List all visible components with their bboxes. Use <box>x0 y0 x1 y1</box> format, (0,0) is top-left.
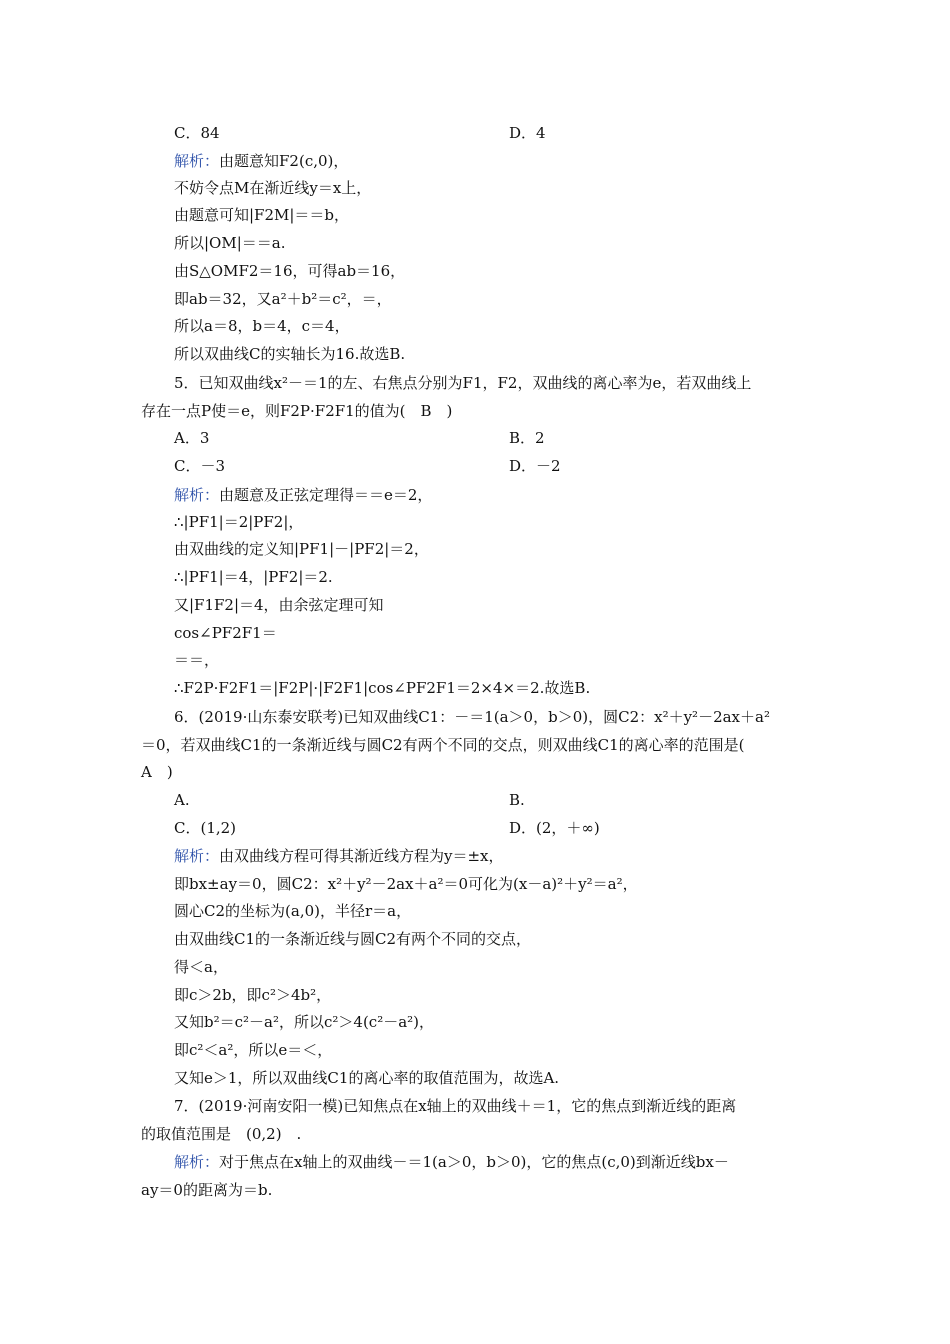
q5-solution-line-7: ＝＝， <box>174 651 220 669</box>
q4-option-d: D．4 <box>509 124 546 142</box>
q6-solution-line-8: 即c²＜a²，所以e＝＜， <box>174 1041 333 1059</box>
q6-solution-line-4: 由双曲线C1的一条渐近线与圆C2有两个不同的交点， <box>174 930 532 948</box>
q7-stem-line-2: 的取值范围是 (0,2) . <box>141 1125 302 1143</box>
q6-solution-line-6: 即c＞2b，即c²＞4b²， <box>174 986 332 1004</box>
q6-solution-line-2: 即bx±ay＝0，圆C2：x²＋y²－2ax＋a²＝0可化为(x－a)²＋y²＝a²， <box>174 875 638 893</box>
q6-option-b: B. <box>509 791 525 809</box>
solution-label: 解析： <box>174 152 220 170</box>
q5-option-b: B．2 <box>509 429 545 447</box>
q5-solution-line-5: 又|F1F2|＝4，由余弦定理可知 <box>174 596 384 614</box>
q4-solution-line-1: 解析：由题意知F2(c,0)， <box>174 152 349 170</box>
q5-solution-line-4: ∴|PF1|＝4，|PF2|＝2. <box>174 568 333 586</box>
q4-solution-line-6: 即ab＝32，又a²＋b²＝c²，＝， <box>174 290 392 308</box>
q4-solution-line-4: 所以|OM|＝＝a. <box>174 234 286 252</box>
q6-stem-line-2: ＝0，若双曲线C1的一条渐近线与圆C2有两个不同的交点，则双曲线C1的离心率的范围是( <box>141 736 745 754</box>
q5-option-a: A．3 <box>174 429 210 447</box>
q6-solution-line-9: 又知e＞1，所以双曲线C1的离心率的取值范围为，故选A. <box>174 1069 560 1087</box>
q6-option-d: D．(2，＋∞) <box>509 819 600 837</box>
q7-solution-line-1: 解析：对于焦点在x轴上的双曲线－＝1(a＞0，b＞0)，它的焦点(c,0)到渐近线bx－ <box>174 1153 729 1171</box>
q7-stem-line-1: 7．(2019·河南安阳一模)已知焦点在x轴上的双曲线＋＝1，它的焦点到渐近线的距离 <box>174 1097 737 1115</box>
solution-label: 解析： <box>174 1153 220 1171</box>
q4-solution-line-8: 所以双曲线C的实轴长为16.故选B. <box>174 345 406 363</box>
q5-solution-line-6: cos∠PF2F1＝ <box>174 624 277 642</box>
q5-option-c: C．－3 <box>174 457 226 475</box>
q5-solution-line-2: ∴|PF1|＝2|PF2|， <box>174 513 304 531</box>
q6-solution-line-3: 圆心C2的坐标为(a,0)，半径r＝a， <box>174 902 412 920</box>
q6-solution-line-7: 又知b²＝c²－a²，所以c²＞4(c²－a²)， <box>174 1013 435 1031</box>
q5-option-d: D．－2 <box>509 457 561 475</box>
q6-option-a: A. <box>174 791 190 809</box>
q5-solution-line-8: ∴F2P·F2F1＝|F2P|·|F2F1|cos∠PF2F1＝2×4×＝2.故选B. <box>174 679 591 697</box>
q4-option-c: C．84 <box>174 124 220 142</box>
solution-label: 解析： <box>174 486 220 504</box>
q6-solution-line-5: 得＜a， <box>174 958 228 976</box>
q6-stem-line-1: 6．(2019·山东泰安联考)已知双曲线C1：－＝1(a＞0，b＞0)，圆C2：x²＋y²－2ax＋a² <box>174 708 770 726</box>
q6-solution-line-1: 解析：由双曲线方程可得其渐近线方程为y＝±x， <box>174 847 504 865</box>
solution-label: 解析： <box>174 847 220 865</box>
q7-solution-line-2: ay＝0的距离为＝b. <box>141 1181 273 1199</box>
q5-solution-line-3: 由双曲线的定义知|PF1|－|PF2|＝2， <box>174 540 429 558</box>
q4-solution-line-5: 由S△OMF2＝16，可得ab＝16， <box>174 262 406 280</box>
q6-stem-line-3: A ) <box>141 763 173 781</box>
q5-stem-line-1: 5．已知双曲线x²－＝1的左、右焦点分别为F1，F2，双曲线的离心率为e，若双曲线上 <box>174 374 752 392</box>
q5-stem-line-2: 存在一点P使＝e，则F2P·F2F1的值为( B ) <box>141 402 453 420</box>
q4-solution-line-7: 所以a＝8，b＝4，c＝4， <box>174 317 350 335</box>
q5-solution-line-1: 解析：由题意及正弦定理得＝＝e＝2， <box>174 486 433 504</box>
q6-option-c: C．(1,2) <box>174 819 237 837</box>
q4-solution-line-3: 由题意可知|F2M|＝＝b， <box>174 206 350 224</box>
q4-solution-line-2: 不妨令点M在渐近线y＝x上， <box>174 179 372 197</box>
